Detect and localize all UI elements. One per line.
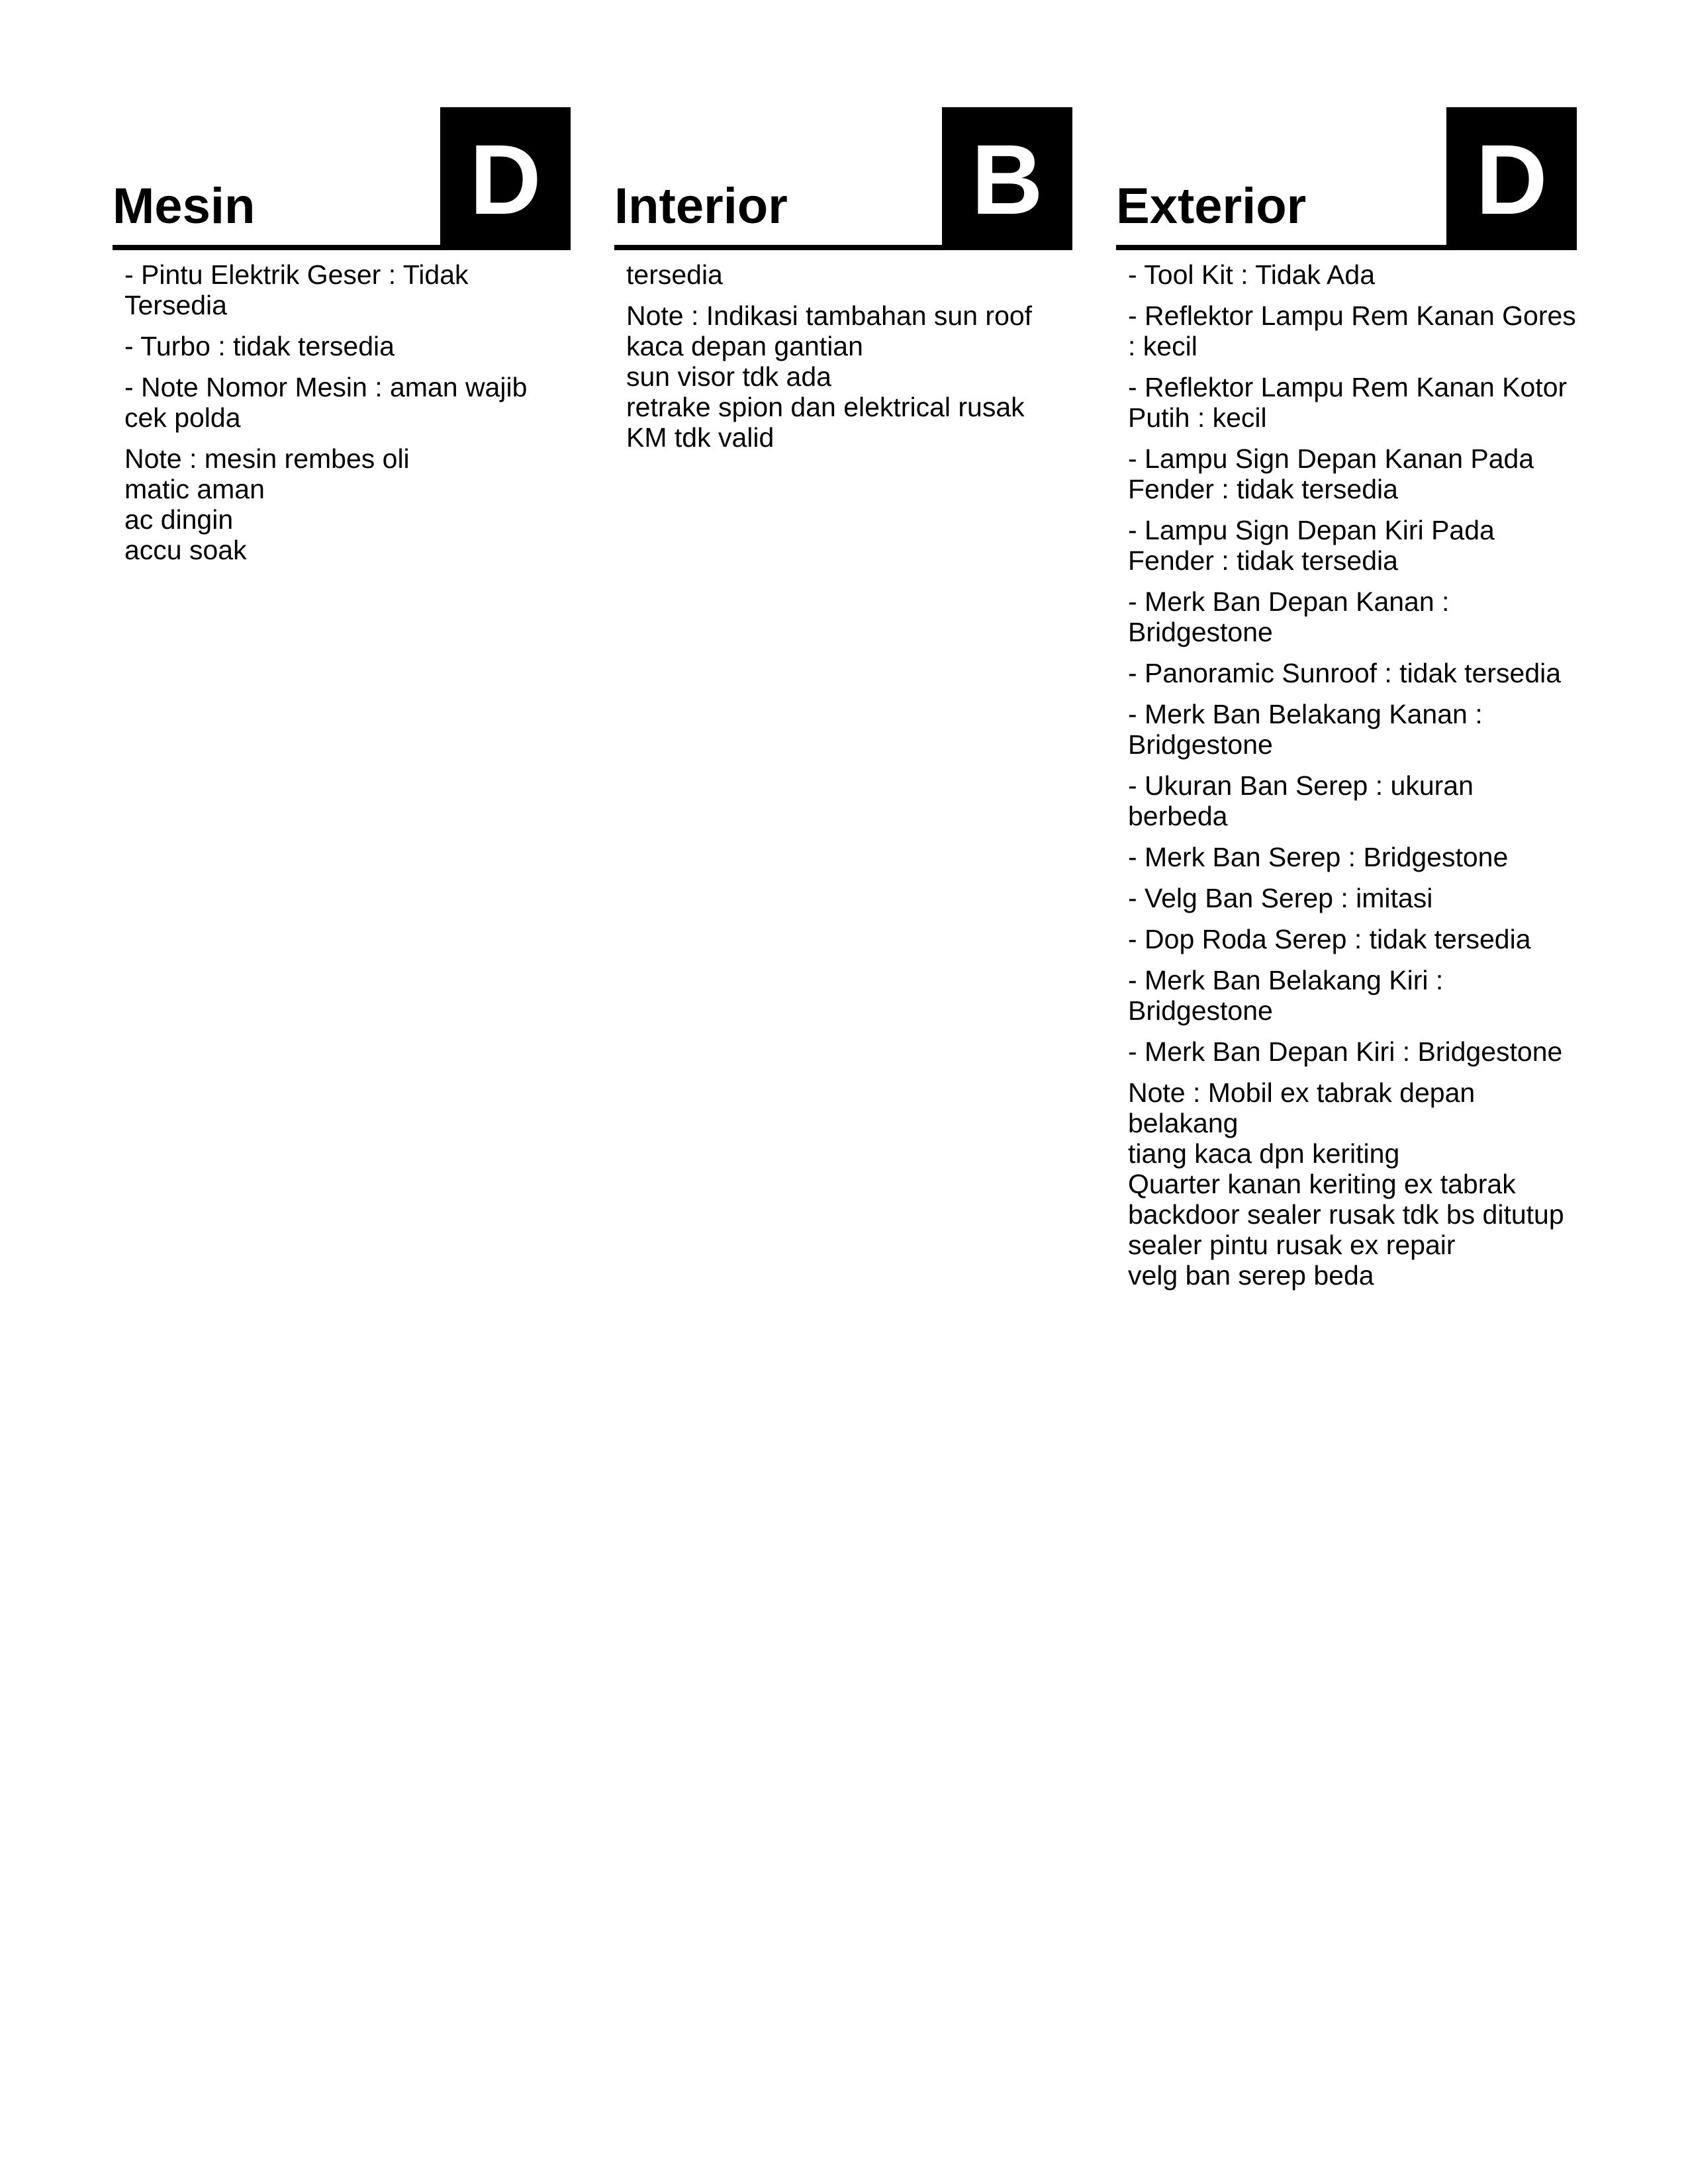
grade-badge: B xyxy=(942,107,1072,245)
section-body xyxy=(614,250,1072,453)
section-header xyxy=(113,107,571,250)
inspection-item: - Lampu Sign Depan Kanan Pada Fender : tidak tersedia xyxy=(1128,443,1534,504)
section-body xyxy=(113,250,571,565)
inspection-item: tersedia xyxy=(626,259,723,290)
inspection-item: - Merk Ban Depan Kiri : Bridgestone xyxy=(1128,1036,1563,1067)
inspection-item: - Note Nomor Mesin : aman wajib cek polda xyxy=(124,372,528,433)
section-interior xyxy=(614,107,1072,453)
section-mesin xyxy=(113,107,571,565)
section-header xyxy=(614,107,1072,250)
section-body xyxy=(1116,250,1577,1291)
inspection-item: - Merk Ban Belakang Kanan : Bridgestone xyxy=(1128,699,1483,760)
inspection-item: - Pintu Elektrik Geser : Tidak Tersedia xyxy=(124,259,469,320)
inspection-item: - Dop Roda Serep : tidak tersedia xyxy=(1128,924,1531,954)
section-title: Interior xyxy=(614,178,788,234)
inspection-item: - Tool Kit : Tidak Ada xyxy=(1128,259,1376,290)
section-exterior xyxy=(1116,107,1577,1291)
inspection-item: - Ukuran Ban Serep : ukuran berbeda xyxy=(1128,770,1474,831)
inspection-item: - Turbo : tidak tersedia xyxy=(124,331,395,361)
inspection-item: - Velg Ban Serep : imitasi xyxy=(1128,883,1433,913)
inspection-item: - Reflektor Lampu Rem Kanan Gores : kecil xyxy=(1128,300,1576,361)
inspection-item: - Merk Ban Belakang Kiri : Bridgestone xyxy=(1128,965,1444,1026)
section-title: Mesin xyxy=(113,178,256,234)
inspection-item: - Reflektor Lampu Rem Kanan Kotor Putih : kecil xyxy=(1128,372,1568,433)
section-header xyxy=(1116,107,1577,250)
inspection-item: - Merk Ban Depan Kanan : Bridgestone xyxy=(1128,586,1450,647)
section-note: Note : mesin rembes oli matic aman ac dingin accu soak xyxy=(124,443,410,565)
inspection-item: - Panoramic Sunroof : tidak tersedia xyxy=(1128,658,1562,688)
section-note: Note : Indikasi tambahan sun roof kaca depan gantian sun visor tdk ada retrake spion dan elektrical rusak KM tdk valid xyxy=(626,300,1033,453)
inspection-item: - Lampu Sign Depan Kiri Pada Fender : tidak tersedia xyxy=(1128,515,1495,576)
section-note: Note : Mobil ex tabrak depan belakang tiang kaca dpn keriting Quarter kanan keriting ex tabrak backdoor sealer rusak tdk bs ditutup sealer pintu rusak ex repair velg ban serep beda xyxy=(1128,1077,1564,1291)
grade-badge: D xyxy=(440,107,571,245)
section-title: Exterior xyxy=(1116,178,1307,234)
inspection-item: - Merk Ban Serep : Bridgestone xyxy=(1128,842,1509,872)
grade-badge: D xyxy=(1446,107,1577,245)
